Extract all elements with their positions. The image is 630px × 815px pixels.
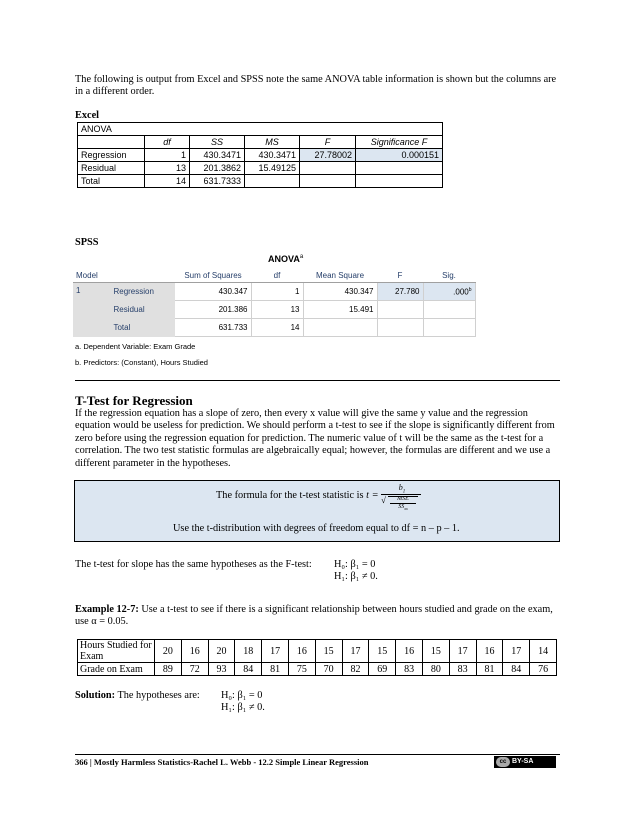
excel-cell — [300, 162, 356, 175]
hours-cell: 18 — [235, 640, 262, 663]
footer-text: 366 | Mostly Harmless Statistics-Rachel L. Webb - 12.2 Simple Linear Regression — [75, 757, 369, 767]
grade-cell: 93 — [208, 663, 235, 676]
hours-cell: 16 — [288, 640, 315, 663]
spss-title: ANOVA$^a$ — [268, 254, 304, 264]
row-label-hours: Hours Studied for Exam — [78, 640, 155, 663]
spss-header: df — [251, 268, 303, 283]
table-row — [78, 149, 443, 162]
grade-cell: 82 — [342, 663, 369, 676]
hours-cell: 14 — [530, 640, 557, 663]
excel-header: Significance F — [356, 136, 443, 149]
excel-cell — [356, 175, 443, 188]
table-row — [78, 663, 557, 676]
spss-model-number: 1 — [73, 283, 110, 337]
excel-cell: 201.3862 — [190, 162, 245, 175]
spss-cell — [377, 301, 423, 319]
solution-intro: Solution: The hypotheses are: — [75, 690, 200, 701]
hours-cell: 15 — [315, 640, 342, 663]
table-row — [78, 162, 443, 175]
formula-denominator: MSE $SS_{xx}$ — [390, 496, 416, 512]
hours-cell: 20 — [155, 640, 182, 663]
sqrt-icon: √ — [381, 495, 386, 505]
solution-alt: H₁: β₁ ≠ 0. — [221, 702, 265, 713]
excel-cell: Total — [78, 175, 145, 188]
hours-cell: 15 — [422, 640, 449, 663]
excel-cell: 0.000151 — [356, 149, 443, 162]
excel-title: ANOVA — [78, 123, 443, 136]
grade-cell: 80 — [422, 663, 449, 676]
hours-cell: 15 — [369, 640, 396, 663]
excel-header: df — [145, 136, 190, 149]
hours-cell: 17 — [262, 640, 289, 663]
spss-cell: Total — [110, 319, 175, 337]
spss-header: Sig. — [423, 268, 475, 283]
grade-cell: 75 — [288, 663, 315, 676]
grade-cell: 83 — [396, 663, 423, 676]
table-row — [78, 175, 443, 188]
hours-cell: 20 — [208, 640, 235, 663]
spss-cell: 430.347 — [303, 283, 377, 301]
example-data-table — [77, 639, 557, 676]
spss-cell: 27.780 — [377, 283, 423, 301]
excel-cell: 14 — [145, 175, 190, 188]
hours-cell: 16 — [181, 640, 208, 663]
excel-cell: 1 — [145, 149, 190, 162]
table-row — [73, 319, 475, 337]
hours-cell: 17 — [503, 640, 530, 663]
spss-anova-table — [73, 268, 476, 337]
spss-cell: 1 — [251, 283, 303, 301]
formula-df-text: Use the t-distribution with degrees of freedom equal to df = n – p – 1. — [173, 523, 460, 534]
grade-cell: 81 — [262, 663, 289, 676]
excel-anova-table — [77, 122, 443, 188]
hypotheses-intro: The t-test for slope has the same hypotheses as the F-test: — [75, 559, 312, 570]
excel-cell: 430.3471 — [190, 149, 245, 162]
spss-cell — [423, 319, 475, 337]
solution-null: H₀: β₁ = 0 — [221, 690, 263, 701]
hours-cell: 16 — [396, 640, 423, 663]
table-row — [78, 640, 557, 663]
grade-cell: 83 — [449, 663, 476, 676]
spss-cell: 15.491 — [303, 301, 377, 319]
spss-cell: 430.347 — [175, 283, 251, 301]
section-divider — [75, 380, 560, 381]
spss-cell: 201.386 — [175, 301, 251, 319]
grade-cell: 76 — [530, 663, 557, 676]
spss-label: SPSS — [75, 237, 99, 248]
hours-cell: 17 — [449, 640, 476, 663]
grade-cell: 81 — [476, 663, 503, 676]
excel-cell: 27.78002 — [300, 149, 356, 162]
cc-icon: cc — [496, 757, 510, 767]
footer-rule — [75, 754, 560, 755]
formula-line: The formula for the t-test statistic is t = — [216, 490, 379, 501]
spss-note-b: b. Predictors: (Constant), Hours Studied — [75, 358, 208, 367]
hypothesis-alt: H₁: β₁ ≠ 0. — [334, 571, 378, 582]
section-paragraph: If the regression equation has a slope of zero, then every x value will give the same y value and the regression equation would be useless for prediction. We should perform a t-test to see if the slope is significantly different from zero before using the regression equation for prediction. The numeric value of t will be the same as the t-test for a correlation. The two test statistic formulas are algebraically equal; however, the formulas are different and we use a different parameter in the hypotheses. — [75, 408, 555, 469]
spss-cell: 14 — [251, 319, 303, 337]
spss-header: Model — [73, 268, 175, 283]
spss-header: Sum of Squares — [175, 268, 251, 283]
table-row — [73, 283, 475, 301]
spss-cell — [303, 319, 377, 337]
excel-label: Excel — [75, 110, 100, 121]
spss-cell: Regression — [110, 283, 175, 301]
excel-header — [78, 136, 145, 149]
excel-cell: Regression — [78, 149, 145, 162]
row-label-grade: Grade on Exam — [78, 663, 155, 676]
formula-numerator: $b_1$ — [398, 483, 406, 495]
hours-cell: 16 — [476, 640, 503, 663]
grade-cell: 89 — [155, 663, 182, 676]
excel-cell: Residual — [78, 162, 145, 175]
formula-box — [74, 480, 560, 542]
grade-cell: 70 — [315, 663, 342, 676]
example-paragraph: Example 12-7: Use a t-test to see if there is a significant relationship between hours studied and grade on the exam, use α = 0.05. — [75, 604, 553, 628]
intro-paragraph: The following is output from Excel and SPSS note the same ANOVA table information is shown but the columns are in a different order. — [75, 74, 557, 98]
grade-cell: 84 — [235, 663, 262, 676]
section-heading: T-Test for Regression — [75, 393, 193, 408]
cc-license-badge: cc BY-SA — [494, 756, 556, 768]
spss-cell: 13 — [251, 301, 303, 319]
formula-fraction-bar — [381, 494, 421, 495]
excel-cell: 13 — [145, 162, 190, 175]
excel-cell: 15.49125 — [245, 162, 300, 175]
spss-cell: Residual — [110, 301, 175, 319]
excel-cell: 631.7333 — [190, 175, 245, 188]
excel-cell — [300, 175, 356, 188]
spss-cell — [423, 301, 475, 319]
spss-cell: 631.733 — [175, 319, 251, 337]
spss-header: F — [377, 268, 423, 283]
spss-cell — [377, 319, 423, 337]
spss-header: Mean Square — [303, 268, 377, 283]
spss-cell: .000$^b$ — [423, 283, 475, 301]
grade-cell: 84 — [503, 663, 530, 676]
excel-header: F — [300, 136, 356, 149]
excel-header: SS — [190, 136, 245, 149]
table-row — [73, 301, 475, 319]
grade-cell: 72 — [181, 663, 208, 676]
grade-cell: 69 — [369, 663, 396, 676]
excel-header: MS — [245, 136, 300, 149]
excel-cell — [356, 162, 443, 175]
hours-cell: 17 — [342, 640, 369, 663]
excel-cell: 430.3471 — [245, 149, 300, 162]
spss-note-a: a. Dependent Variable: Exam Grade — [75, 342, 196, 351]
hypothesis-null: H₀: β₁ = 0 — [334, 559, 376, 570]
excel-cell — [245, 175, 300, 188]
